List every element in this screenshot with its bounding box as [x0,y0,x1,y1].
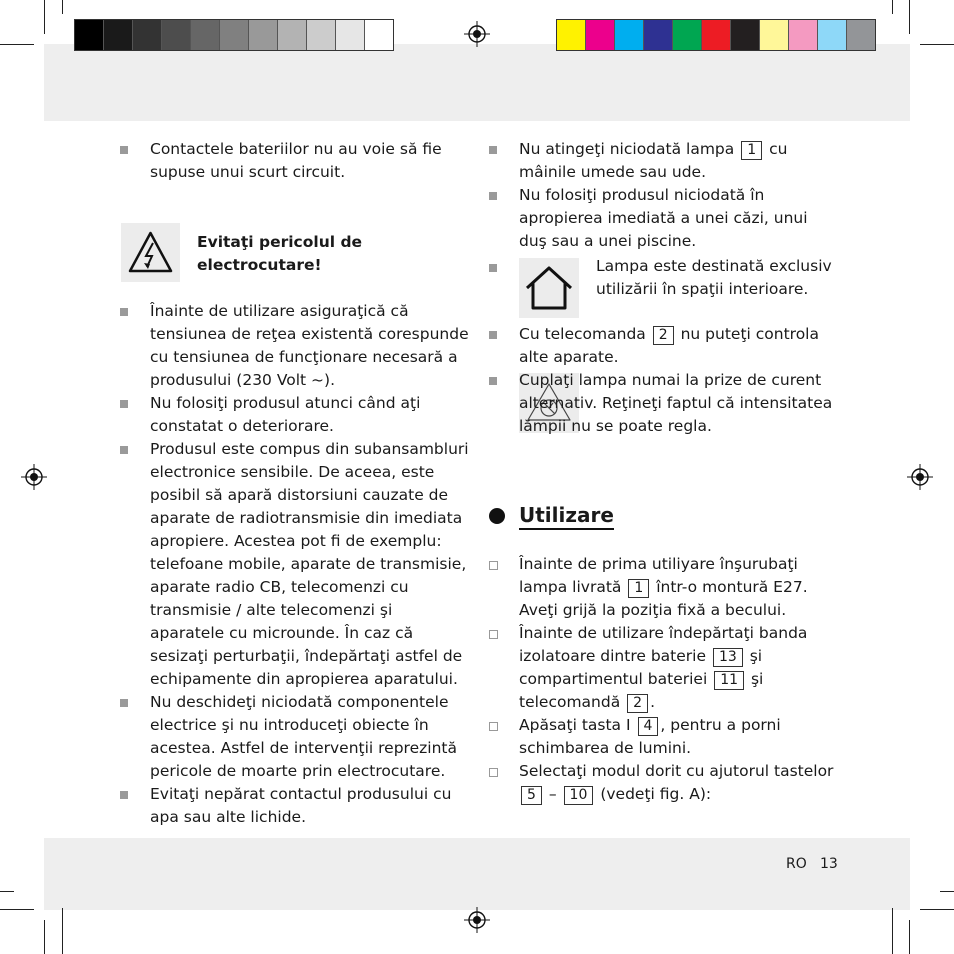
warning-title: Evitaţi pericolul de electrocutare! [197,233,363,274]
square-bullet-icon [489,377,497,385]
usage-steps-list [487,553,835,806]
process-color-bar [556,19,876,51]
color-swatch [220,20,249,50]
color-swatch [191,20,220,50]
color-swatch [278,20,307,50]
step-item: Înainte de utilizare îndepărtaţi banda izolatoare dintre baterie 13 şi compartimentul bateriei 11 şi telecomandă 2 . [487,622,835,714]
footer-band [44,838,910,910]
header-band [44,44,910,121]
crop-mark [62,908,63,954]
left-column-list [118,300,470,829]
color-swatch [104,20,133,50]
color-swatch [615,20,644,50]
color-swatch [702,20,731,50]
square-bullet-icon [120,791,128,799]
part-ref: 13 [713,648,743,667]
square-bullet-icon [489,331,497,339]
step-item: Apăsaţi tasta I 4 , pentru a porni schimbarea de lumini. [487,714,835,760]
indoor-use-icon-box [519,258,579,318]
crop-mark [0,891,14,892]
color-swatch [557,20,586,50]
list-item: Nu deschideţi niciodată componentele electrice şi nu introduceţi obiecte în acestea. Astfel de intervenţii reprezintă pericole de moarte prin electrocutare. [118,691,470,783]
color-swatch [586,20,615,50]
section-heading: Utilizare [519,503,614,530]
color-swatch [365,20,393,50]
crop-mark [920,44,954,45]
registration-mark-icon [464,907,490,933]
checkbox-bullet-icon [489,561,498,570]
color-swatch [731,20,760,50]
color-swatch [818,20,847,50]
square-bullet-icon [120,308,128,316]
step-item: Selectaţi modul dorit cu ajutorul tastelor 5 – 10 (vedeţi fig. A): [487,760,835,806]
color-swatch [789,20,818,50]
square-bullet-icon [489,146,497,154]
left-column [118,138,470,184]
crop-mark [892,0,893,14]
checkbox-bullet-icon [489,630,498,639]
crop-mark [920,909,954,910]
step-item: Înainte de prima utiliyare înşurubaţi lampa livrată 1 într-o montură E27. Aveţi grijă la poziţia fixă a becului. [487,553,835,622]
house-icon [519,258,579,318]
part-ref: 11 [714,671,744,690]
list-item: Contactele bateriilor nu au voie să fie supuse unui scurt circuit. [118,138,470,184]
list-item: Nu folosiţi produsul niciodată în apropierea imediată a unei căzi, unui duş sau a unei piscine. [487,184,835,253]
section-bullet-icon [489,508,505,524]
right-column-list-mid [487,323,835,369]
right-column-list-top [487,138,835,253]
color-swatch [133,20,162,50]
color-swatch [336,20,365,50]
color-swatch [644,20,673,50]
part-ref: 5 [521,786,542,805]
color-swatch [162,20,191,50]
square-bullet-icon [120,699,128,707]
square-bullet-icon [120,446,128,454]
color-swatch [249,20,278,50]
list-item: Cu telecomanda 2 nu puteţi controla alte aparate. [487,323,835,369]
part-ref: 1 [741,141,762,160]
square-bullet-icon [489,264,497,272]
registration-mark-icon [464,21,490,47]
crop-mark [44,920,45,954]
page-number: 13 [820,856,838,872]
color-swatch [760,20,789,50]
square-bullet-icon [120,146,128,154]
color-swatch [847,20,875,50]
alternating-current-text: Cuplaţi lampa numai la prize de curent alternativ. Reţineţi faptul că intensitatea lămpii nu se poate regla. [519,371,833,435]
registration-mark-icon [21,464,47,490]
part-ref: 1 [628,579,649,598]
grayscale-color-bar [74,19,394,51]
list-item: Produsul este compus din subansambluri electronice sensibile. De aceea, este posibil să apară distorsiuni cauzate de aparate de radiotransmisie din imediata apropiere. Acestea pot fi de exemplu: telefoane mobile, aparate de transmisie, aparate radio CB, telecomenzi cu transmisie / alte telecomenzi şi aparatele cu microunde. În caz că sesizaţi perturbaţii, îndepărtaţi astfel de echipamente din apropierea aparatului. [118,438,470,691]
crop-mark [909,920,910,954]
list-item: Evitaţi nepărat contactul produsului cu apa sau alte lichide. [118,783,470,829]
square-bullet-icon [120,400,128,408]
checkbox-bullet-icon [489,768,498,777]
color-swatch [75,20,104,50]
part-ref: 2 [627,694,648,713]
color-swatch [307,20,336,50]
crop-mark [0,909,34,910]
crop-mark [62,0,63,14]
list-item: Nu folosiţi produsul atunci când aţi constatat o deteriorare. [118,392,470,438]
warning-icon-box [121,223,180,282]
crop-mark [44,0,45,34]
crop-mark [909,0,910,34]
list-item: Înainte de utilizare asiguraţică că tensiunea de reţea existentă corespunde cu tensiunea de funcţionare necesară a produsului (230 Volt ~). [118,300,470,392]
part-ref: 10 [564,786,594,805]
registration-mark-icon [907,464,933,490]
list-item: Nu atingeţi niciodată lampa 1 cu mâinile umede sau ude. [487,138,835,184]
crop-mark [940,891,954,892]
color-swatch [673,20,702,50]
crop-mark [0,44,34,45]
crop-mark [892,908,893,954]
high-voltage-warning-icon [121,223,180,282]
square-bullet-icon [489,192,497,200]
indoor-use-text: Lampa este destinată exclusiv utilizării în spaţii interioare. [596,257,832,298]
footer-language-code: RO [786,856,807,872]
checkbox-bullet-icon [489,722,498,731]
part-ref: 2 [653,326,674,345]
part-ref: 4 [638,717,659,736]
